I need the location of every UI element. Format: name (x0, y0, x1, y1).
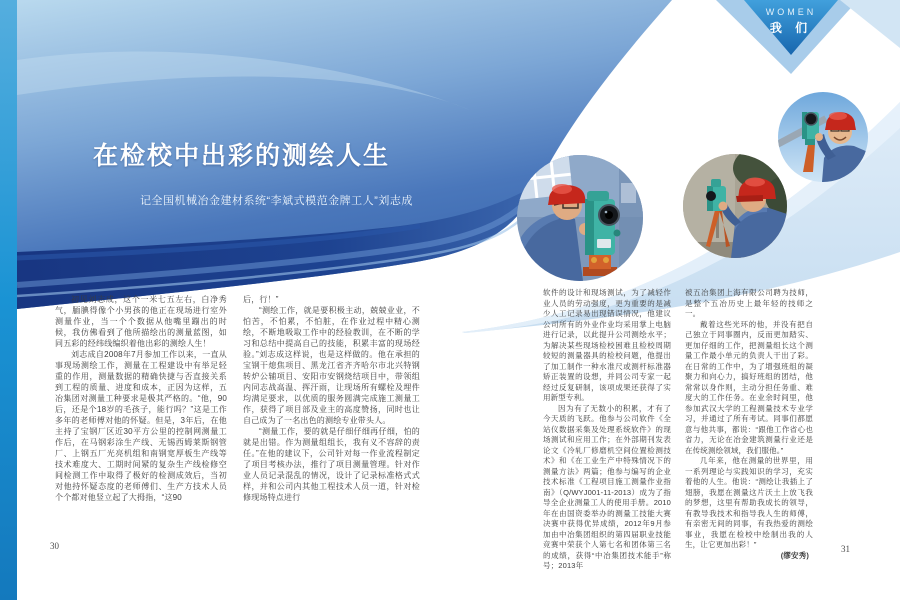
banner-word-en: WOMEN (765, 7, 817, 17)
paragraph: 因为有了无数小的积累，才有了今天质的飞跃。他参与公司软件《全站仪数据采集及处理系统软件》的现场测试和应用工作；在外部期刊发表论文《冷轧厂修磨机空间位置检测技术》和《在工业生产中特殊情况下的测量方法》两篇；他参与编写的企业技术标准《工程项目施工测量作业指南》（Q/WYJ001-11-2013）成为了指导全企业测量工人的使用手册。2010年在由国资委举办的测量工技能大赛决赛中获得优异成绩，2012年9月参加由中冶集团组织的第四届职业技能竞赛中荣获个人第七名和团体第三名的成绩，获得“中冶集团技术能手”称号；2013年 (543, 403, 671, 570)
paragraph: “测绘工作，就是要积极主动，兢兢业业，不怕苦，不怕累，不怕脏，在作业过程中精心测绘，不断地吸取工作中的经验教训，在不断的学习和总结中提高自己的技能，积累丰富的现场经验。”刘志成这样说，也是这样做的。他在承担的宝钢干熄焦项目、黑龙江省齐齐哈尔市北兴特钢转炉公辅项目、安阳市安钢烧结项目中，带领组内同志战高温、挥汗雨，让现场所有螺栓及埋件均满足要求，以优质的服务圆满完成施工测量工作，获得了项目部及业主的高度赞扬，同时也让自己成为了一名出色的测绘专业带头人。 (243, 306, 420, 425)
left-page-column-1 (55, 294, 227, 560)
surveyor-profile-illustration (683, 154, 787, 258)
article-subtitle: 记全国机械冶金建材系统“李斌式模范金牌工人”刘志成 (140, 195, 413, 207)
paragraph: 软件的设计和现场测试，为了减轻作业人员的劳动强度，更为重要的是减少人工记录易出现错误情况，他建议公司所有的外业作业均采用掌上电脑进行记录，以此提升公司测绘水平；为解决某些现场检校困难且检校周期较短的测量器具的检校问题，他提出了加工制作一种水准尺或测杆标准器矫正装置的设想，并同公司专家一起经过反复研制，该项成果还获得了实用新型专利。 (543, 288, 671, 402)
paragraph: 刘志成自2008年7月参加工作以来，一直从事现场测绘工作，测量在工程建设中有举足轻重的作用，测量数据的精确快捷与否直接关系到工程的质量、进度和成本，正因为这样，五冶集团对测量工种要求是极其严格的。“他，90后，还是个18岁的毛孩子，能行吗？”这是工作多年的老师傅对他的怀疑。但是，3年后，在他主持了宝钢厂区近30平方公里的控制网测量工作后，在马钢彩涂生产线、无锡西姆莱斯钢管厂、上钢五厂光亮机组和南钢宽厚板生产线等技术难度大、工期时间紧的复杂生产线检修空间检测工作中取得了极好的检测成效后，当初对他持怀疑态度的老师傅们、生产方技术人员个个都对他竖立起了大拇指，“这90 (55, 350, 227, 502)
right-page-column-2 (685, 288, 813, 560)
photo-surveyor-profile (683, 154, 787, 258)
paragraph: 戴着这些光环的他，并没有把自己独立于同事圈内，反而更加踏实、更加仔细的工作，把测量组长这个测量工作最小单元的负责人干出了彩。在日常的工作中，为了增强班组的凝聚力和向心力，搞好班组的团结，他常常以身作则，主动分担任务重、难度大的工作任务。在业余时间里，他参加武汉大学的工程测量技术专业学习，并通过了所有考试。同事们都愿意与他共事，都说：“跟他工作省心也省力，无论在冶金建筑测量行业还是在传统测绘领域，我们服他。” (685, 319, 813, 455)
surveyor-with-total-station-illustration (517, 155, 643, 281)
right-page-column-1 (543, 288, 671, 570)
paragraph: 几年来，他在测量的世界里，用一系列理论与实践知识的学习，充实着他的人生。他说：“测绘让我插上了翅膀，我愿在测量这片沃土上放飞我的梦想，这里有帮助我成长的领导，有教导我技术和指导我人生的师傅，有亲密无间的同事，有我热爱的测绘事业，我愿在检校中绘制出我的人生，让它更加出彩！” (685, 456, 813, 549)
smiling-surveyor-illustration (778, 92, 868, 182)
paragraph: 被五冶集团上海有限公司聘为技师，是整个五冶历史上最年轻的技师之一。 (685, 288, 813, 318)
left-page-column-2 (243, 294, 420, 560)
author-byline: (缪安秀) (780, 550, 809, 560)
paragraph: 后，行！” (243, 295, 279, 304)
photo-surveyor-smiling (778, 92, 868, 182)
paragraph: “测量工作，要的就是仔细仔细再仔细，怕的就是出错。作为测量组组长，我有义不容辞的责任。”在他的建议下，公司针对每一作业流程制定了项目考核办法，推行了项目测量管理。针对作业人员记录混乱的情况，设计了记录标准格式式样，并和公司内其他工程技术人员一道，针对检修现场特点进行 (243, 427, 420, 502)
page-number-left: 30 (50, 541, 59, 551)
banner-word-zh: 我 们 (769, 21, 813, 35)
page-number-right: 31 (841, 544, 850, 554)
article-title (93, 141, 390, 171)
photo-surveyor-main (517, 155, 643, 281)
corner-banner (744, 7, 838, 36)
paragraph: 初见刘志成，这个一米七五左右，白净秀气，腼腆得像个小男孩的他正在现场进行室外测量作业，当一个个数据从他嘴里蹦出的时候，我仿佛看到了他所描绘出的测量蓝图，如同五彩的经纬线编织着他出彩的测绘人生！ (55, 295, 227, 348)
page-title: 在检校中出彩的测绘人生 (93, 142, 391, 170)
